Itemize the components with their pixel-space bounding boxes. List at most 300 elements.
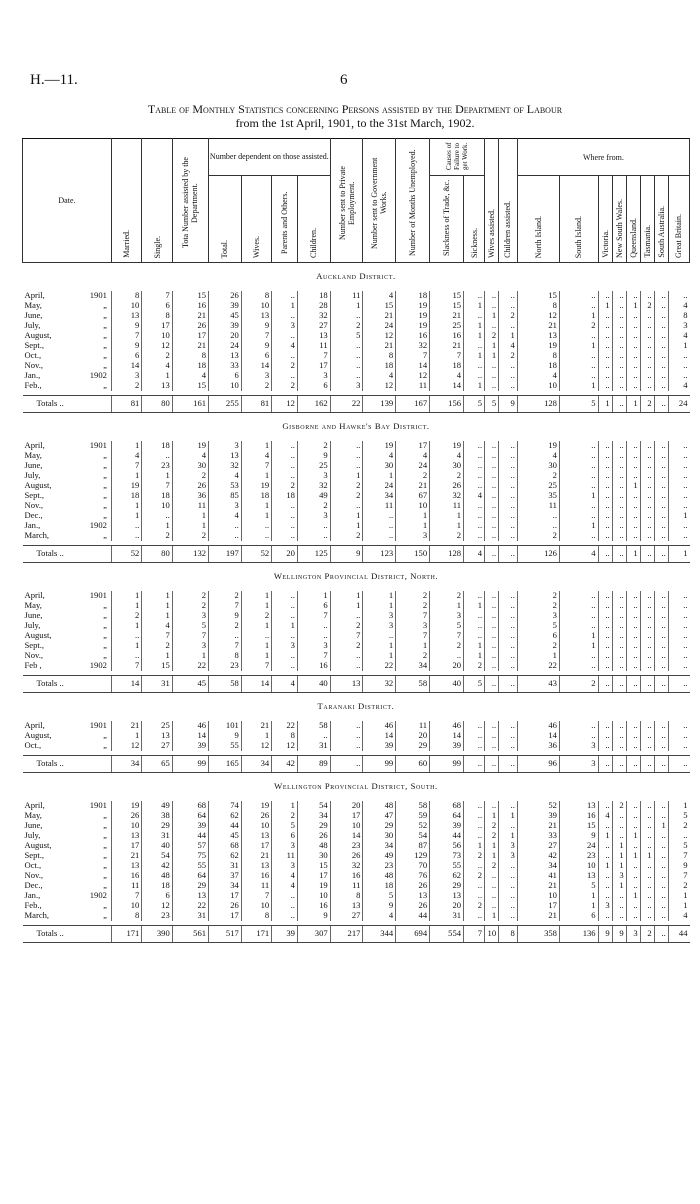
table-cell: 2: [330, 481, 363, 491]
table-row: [23, 871, 690, 881]
table-cell: ..: [464, 611, 485, 621]
table-cell: ..: [626, 471, 640, 481]
table-cell: ..: [559, 441, 598, 451]
table-cell: 1: [598, 861, 612, 871]
table-cell: ..: [499, 501, 518, 511]
table-cell: 18: [430, 361, 464, 371]
table-cell: ..: [626, 351, 640, 361]
table-cell: ..: [612, 381, 626, 391]
table-cell: 5: [485, 396, 499, 413]
table-cell: 7: [297, 611, 330, 621]
table-cell: ..: [626, 461, 640, 471]
table-cell: ..: [272, 631, 298, 641]
table-cell: ..: [612, 901, 626, 911]
table-cell: ..: [626, 611, 640, 621]
table-cell: 17: [209, 891, 242, 901]
table-cell: ..: [485, 801, 499, 811]
table-cell: ..: [559, 331, 598, 341]
table-cell: ..: [612, 891, 626, 901]
table-cell: 1: [241, 471, 271, 481]
table-cell: 1: [626, 891, 640, 901]
table-cell: 171: [241, 926, 271, 943]
table-cell: ..: [330, 741, 363, 751]
table-cell: 1: [464, 351, 485, 361]
table-cell: „: [103, 841, 107, 851]
table-cell: 6: [297, 601, 330, 611]
table-cell: 7: [111, 461, 141, 471]
table-cell: 20: [272, 546, 298, 563]
table-cell: 22: [272, 721, 298, 731]
section-heading: Auckland District.: [316, 271, 396, 282]
table-cell: 16: [430, 331, 464, 341]
table-cell: ..: [499, 521, 518, 531]
table-cell: [76, 396, 111, 413]
table-cell: ..: [485, 756, 499, 773]
table-cell: 1: [241, 731, 271, 741]
table-cell: 8: [363, 351, 396, 361]
table-cell: 14: [517, 731, 559, 741]
table-cell: „: [103, 381, 107, 391]
table-cell: 80: [142, 396, 172, 413]
table-cell: 32: [297, 481, 330, 491]
table-cell: 7: [297, 651, 330, 661]
table-cell: 30: [363, 831, 396, 841]
table-cell: ..: [626, 531, 640, 541]
table-cell: ..: [640, 601, 654, 611]
table-cell: 1902: [89, 521, 107, 531]
dep-wives-header: Wives.: [241, 176, 271, 263]
table-cell: 18: [241, 491, 271, 501]
table-cell: 96: [517, 756, 559, 773]
wf-sa-header: South Australia.: [654, 176, 668, 263]
table-cell: 26: [330, 851, 363, 861]
table-cell: ..: [559, 721, 598, 731]
table-cell: [76, 926, 111, 943]
table-cell: 1: [241, 501, 271, 511]
table-cell: 85: [209, 491, 242, 501]
table-cell: 1: [111, 501, 141, 511]
table-cell: 32: [396, 341, 430, 351]
table-cell: 21: [172, 311, 208, 321]
table-cell: 65: [142, 756, 172, 773]
table-cell: „: [103, 301, 107, 311]
table-cell: 15: [172, 381, 208, 391]
table-cell: ..: [485, 491, 499, 501]
table-cell: ..: [485, 871, 499, 881]
table-cell: 15: [430, 301, 464, 311]
table-cell: 2: [272, 361, 298, 371]
table-cell: 2: [464, 871, 485, 881]
table-cell: ..: [612, 661, 626, 671]
table-cell: 15: [363, 301, 396, 311]
table-cell: 7: [430, 631, 464, 641]
table-cell: 4: [111, 451, 141, 461]
table-cell: 13: [297, 331, 330, 341]
table-cell: ..: [612, 756, 626, 773]
table-cell: ..: [654, 396, 668, 413]
table-cell: August,: [24, 331, 52, 341]
table-cell: ..: [640, 651, 654, 661]
table-cell: 1: [430, 601, 464, 611]
table-cell: 44: [209, 821, 242, 831]
table-cell: ..: [612, 311, 626, 321]
table-cell: ..: [654, 926, 668, 943]
table-cell: 2: [485, 821, 499, 831]
table-cell: Oct.,: [24, 351, 42, 361]
table-cell: 60: [396, 756, 430, 773]
table-cell: 2: [111, 611, 141, 621]
table-row: [23, 611, 690, 621]
table-cell: 81: [111, 396, 141, 413]
table-cell: 21: [517, 821, 559, 831]
table-cell: 3: [363, 611, 396, 621]
table-cell: 11: [396, 721, 430, 731]
table-cell: ..: [626, 521, 640, 531]
table-cell: ..: [640, 811, 654, 821]
table-cell: Feb.,: [24, 381, 42, 391]
table-cell: ..: [612, 321, 626, 331]
table-cell: 1: [464, 601, 485, 611]
table-cell: 31: [297, 741, 330, 751]
table-cell: 46: [172, 721, 208, 731]
table-cell: 34: [297, 811, 330, 821]
table-cell: 554: [430, 926, 464, 943]
table-cell: ..: [626, 311, 640, 321]
table-cell: ..: [598, 651, 612, 661]
table-cell: 2: [272, 381, 298, 391]
table-cell: 1: [111, 591, 141, 601]
table-cell: 10: [142, 331, 172, 341]
table-cell: ..: [517, 521, 559, 531]
table-cell: 1: [330, 591, 363, 601]
table-cell: 17: [209, 911, 242, 921]
table-cell: 26: [209, 901, 242, 911]
table-cell: 10: [517, 381, 559, 391]
table-cell: ..: [668, 471, 689, 481]
table-cell: ..: [654, 801, 668, 811]
table-cell: ..: [668, 461, 689, 471]
table-cell: 34: [363, 491, 396, 501]
table-cell: ..: [499, 511, 518, 521]
table-cell: 10: [241, 301, 271, 311]
table-cell: ..: [464, 361, 485, 371]
table-cell: ..: [626, 821, 640, 831]
table-cell: „: [103, 531, 107, 541]
table-cell: 4: [499, 341, 518, 351]
table-cell: „: [103, 861, 107, 871]
table-cell: 128: [517, 396, 559, 413]
table-cell: 1: [612, 851, 626, 861]
table-cell: 1: [499, 331, 518, 341]
table-cell: 4: [464, 491, 485, 501]
table-cell: ..: [272, 471, 298, 481]
table-cell: ..: [668, 621, 689, 631]
table-cell: 4: [668, 381, 689, 391]
table-cell: „: [103, 481, 107, 491]
table-cell: 12: [142, 341, 172, 351]
table-cell: 13: [172, 891, 208, 901]
table-cell: 35: [517, 491, 559, 501]
table-cell: ..: [654, 311, 668, 321]
table-cell: ..: [626, 881, 640, 891]
table-cell: ..: [559, 661, 598, 671]
table-cell: 1: [668, 801, 689, 811]
table-cell: 55: [209, 741, 242, 751]
table-cell: 89: [297, 756, 330, 773]
table-cell: 2: [612, 801, 626, 811]
table-cell: 15: [517, 291, 559, 301]
table-cell: 3: [297, 371, 330, 381]
table-cell: 29: [297, 821, 330, 831]
table-cell: 15: [430, 291, 464, 301]
table-cell: 14: [241, 361, 271, 371]
table-cell: 2: [485, 831, 499, 841]
table-cell: ..: [654, 741, 668, 751]
table-cell: 1: [272, 621, 298, 631]
table-row: [23, 511, 690, 521]
table-row: [23, 491, 690, 501]
table-cell: ..: [626, 441, 640, 451]
table-cell: ..: [668, 641, 689, 651]
table-cell: 64: [172, 871, 208, 881]
table-cell: 9: [111, 321, 141, 331]
wf-north-header: North Island.: [517, 176, 559, 263]
table-cell: „: [103, 341, 107, 351]
table-cell: 1: [464, 651, 485, 661]
table-cell: 1: [330, 301, 363, 311]
table-cell: June,: [24, 821, 43, 831]
table-cell: 128: [430, 546, 464, 563]
table-cell: 1: [626, 546, 640, 563]
table-cell: „: [103, 881, 107, 891]
table-cell: 52: [241, 546, 271, 563]
table-cell: 25: [517, 481, 559, 491]
table-cell: ..: [598, 821, 612, 831]
table-cell: 42: [142, 861, 172, 871]
table-cell: ..: [499, 631, 518, 641]
table-cell: August,: [24, 841, 52, 851]
table-cell: 34: [111, 756, 141, 773]
table-cell: „: [103, 851, 107, 861]
table-cell: 3: [209, 441, 242, 451]
table-cell: 18: [172, 361, 208, 371]
table-cell: ..: [612, 331, 626, 341]
table-cell: August,: [24, 731, 52, 741]
totals-row: [23, 546, 690, 563]
table-cell: 2: [142, 641, 172, 651]
table-cell: 3: [517, 611, 559, 621]
table-cell: ..: [464, 451, 485, 461]
table-cell: 39: [430, 821, 464, 831]
table-cell: 12: [396, 371, 430, 381]
table-cell: 18: [142, 881, 172, 891]
dependents-group-header: Number dependent on those assisted.: [209, 139, 331, 176]
table-row: [23, 661, 690, 671]
table-cell: 44: [396, 911, 430, 921]
table-cell: ..: [330, 311, 363, 321]
table-row: [23, 831, 690, 841]
table-cell: 3: [430, 611, 464, 621]
wives-assisted-header: Wives assisted.: [485, 139, 499, 263]
totals-row: [23, 396, 690, 413]
table-row: [23, 531, 690, 541]
table-cell: 46: [363, 721, 396, 731]
table-cell: ..: [640, 721, 654, 731]
table-cell: Sept.,: [24, 491, 45, 501]
table-cell: ..: [626, 501, 640, 511]
table-cell: 28: [297, 301, 330, 311]
table-row: [23, 441, 690, 451]
table-cell: ..: [598, 531, 612, 541]
table-cell: 19: [396, 301, 430, 311]
table-cell: ..: [668, 611, 689, 621]
table-cell: ..: [559, 501, 598, 511]
table-cell: 46: [517, 721, 559, 731]
table-cell: ..: [640, 501, 654, 511]
table-cell: 129: [396, 851, 430, 861]
table-cell: ..: [485, 611, 499, 621]
table-cell: 64: [430, 811, 464, 821]
table-cell: 2: [241, 611, 271, 621]
table-cell: ..: [485, 381, 499, 391]
table-cell: ..: [598, 546, 612, 563]
table-cell: May,: [24, 301, 42, 311]
table-cell: ..: [640, 801, 654, 811]
table-cell: ..: [559, 351, 598, 361]
table-cell: 68: [430, 801, 464, 811]
table-cell: 26: [241, 811, 271, 821]
table-cell: 33: [209, 361, 242, 371]
table-cell: ..: [668, 531, 689, 541]
table-cell: ..: [485, 676, 499, 693]
table-cell: ..: [640, 531, 654, 541]
table-cell: ..: [464, 481, 485, 491]
table-cell: ..: [499, 861, 518, 871]
table-cell: Dec.,: [24, 881, 43, 891]
table-cell: ..: [640, 351, 654, 361]
table-cell: 1: [142, 651, 172, 661]
table-cell: 16: [396, 331, 430, 341]
table-cell: 1: [241, 601, 271, 611]
table-cell: 23: [559, 851, 598, 861]
table-cell: 4: [272, 881, 298, 891]
table-cell: ..: [598, 461, 612, 471]
table-cell: 32: [297, 311, 330, 321]
table-cell: ..: [598, 911, 612, 921]
table-cell: ..: [272, 331, 298, 341]
table-cell: 32: [330, 861, 363, 871]
table-cell: ..: [654, 871, 668, 881]
table-cell: ..: [640, 321, 654, 331]
table-cell: ..: [559, 511, 598, 521]
table-cell: ..: [499, 871, 518, 881]
table-cell: ..: [297, 521, 330, 531]
table-cell: ..: [499, 641, 518, 651]
wf-tasmania-header: Tasmania.: [640, 176, 654, 263]
table-cell: 390: [142, 926, 172, 943]
table-cell: ..: [598, 741, 612, 751]
table-cell: ..: [142, 451, 172, 461]
table-cell: ..: [499, 371, 518, 381]
table-cell: 24: [209, 341, 242, 351]
table-cell: August,: [24, 481, 52, 491]
table-cell: ..: [559, 371, 598, 381]
table-cell: 2: [668, 881, 689, 891]
table-cell: 14: [430, 381, 464, 391]
table-cell: ..: [626, 631, 640, 641]
table-cell: ..: [612, 371, 626, 381]
table-cell: ..: [111, 521, 141, 531]
table-cell: ..: [654, 341, 668, 351]
table-cell: 30: [363, 461, 396, 471]
table-cell: ..: [464, 291, 485, 301]
totals-row: [23, 676, 690, 693]
table-cell: 7: [142, 481, 172, 491]
table-cell: ..: [559, 451, 598, 461]
table-cell: ..: [654, 811, 668, 821]
page-number: 6: [340, 72, 348, 88]
table-cell: 344: [363, 926, 396, 943]
table-cell: ..: [640, 451, 654, 461]
table-cell: ..: [626, 361, 640, 371]
table-cell: 9: [111, 341, 141, 351]
table-cell: 1: [668, 341, 689, 351]
table-cell: ..: [241, 521, 271, 531]
table-cell: 52: [517, 801, 559, 811]
table-cell: 3: [241, 371, 271, 381]
table-cell: 5: [430, 621, 464, 631]
table-cell: 1901: [89, 721, 107, 731]
table-cell: 45: [172, 676, 208, 693]
table-cell: 39: [430, 741, 464, 751]
table-cell: ..: [272, 591, 298, 601]
totals-row: [23, 756, 690, 773]
table-row: [23, 321, 690, 331]
table-cell: ..: [559, 651, 598, 661]
table-cell: 13: [330, 901, 363, 911]
table-cell: 22: [172, 661, 208, 671]
table-row: [23, 481, 690, 491]
table-cell: 24: [396, 461, 430, 471]
table-cell: ..: [640, 371, 654, 381]
table-cell: ..: [640, 821, 654, 831]
table-cell: 3: [297, 641, 330, 651]
table-cell: ..: [485, 881, 499, 891]
table-cell: 4: [363, 371, 396, 381]
table-cell: 101: [209, 721, 242, 731]
table-cell: 1: [241, 651, 271, 661]
table-cell: 39: [172, 741, 208, 751]
table-cell: 30: [430, 461, 464, 471]
table-cell: ..: [612, 641, 626, 651]
table-cell: ..: [464, 741, 485, 751]
table-cell: 2: [297, 441, 330, 451]
table-cell: 2: [517, 641, 559, 651]
table-cell: 9: [209, 731, 242, 741]
report-reference: H.—11.: [30, 72, 78, 88]
table-cell: 21: [517, 881, 559, 891]
table-cell: 7: [142, 291, 172, 301]
table-cell: 19: [172, 441, 208, 451]
table-cell: ..: [330, 361, 363, 371]
table-cell: ..: [485, 741, 499, 751]
table-cell: 1: [626, 301, 640, 311]
table-cell: ..: [654, 361, 668, 371]
causes-group-header: Causes of Failure to get Work.: [430, 139, 485, 176]
table-cell: 1: [396, 641, 430, 651]
table-cell: 99: [363, 756, 396, 773]
table-cell: ..: [626, 291, 640, 301]
